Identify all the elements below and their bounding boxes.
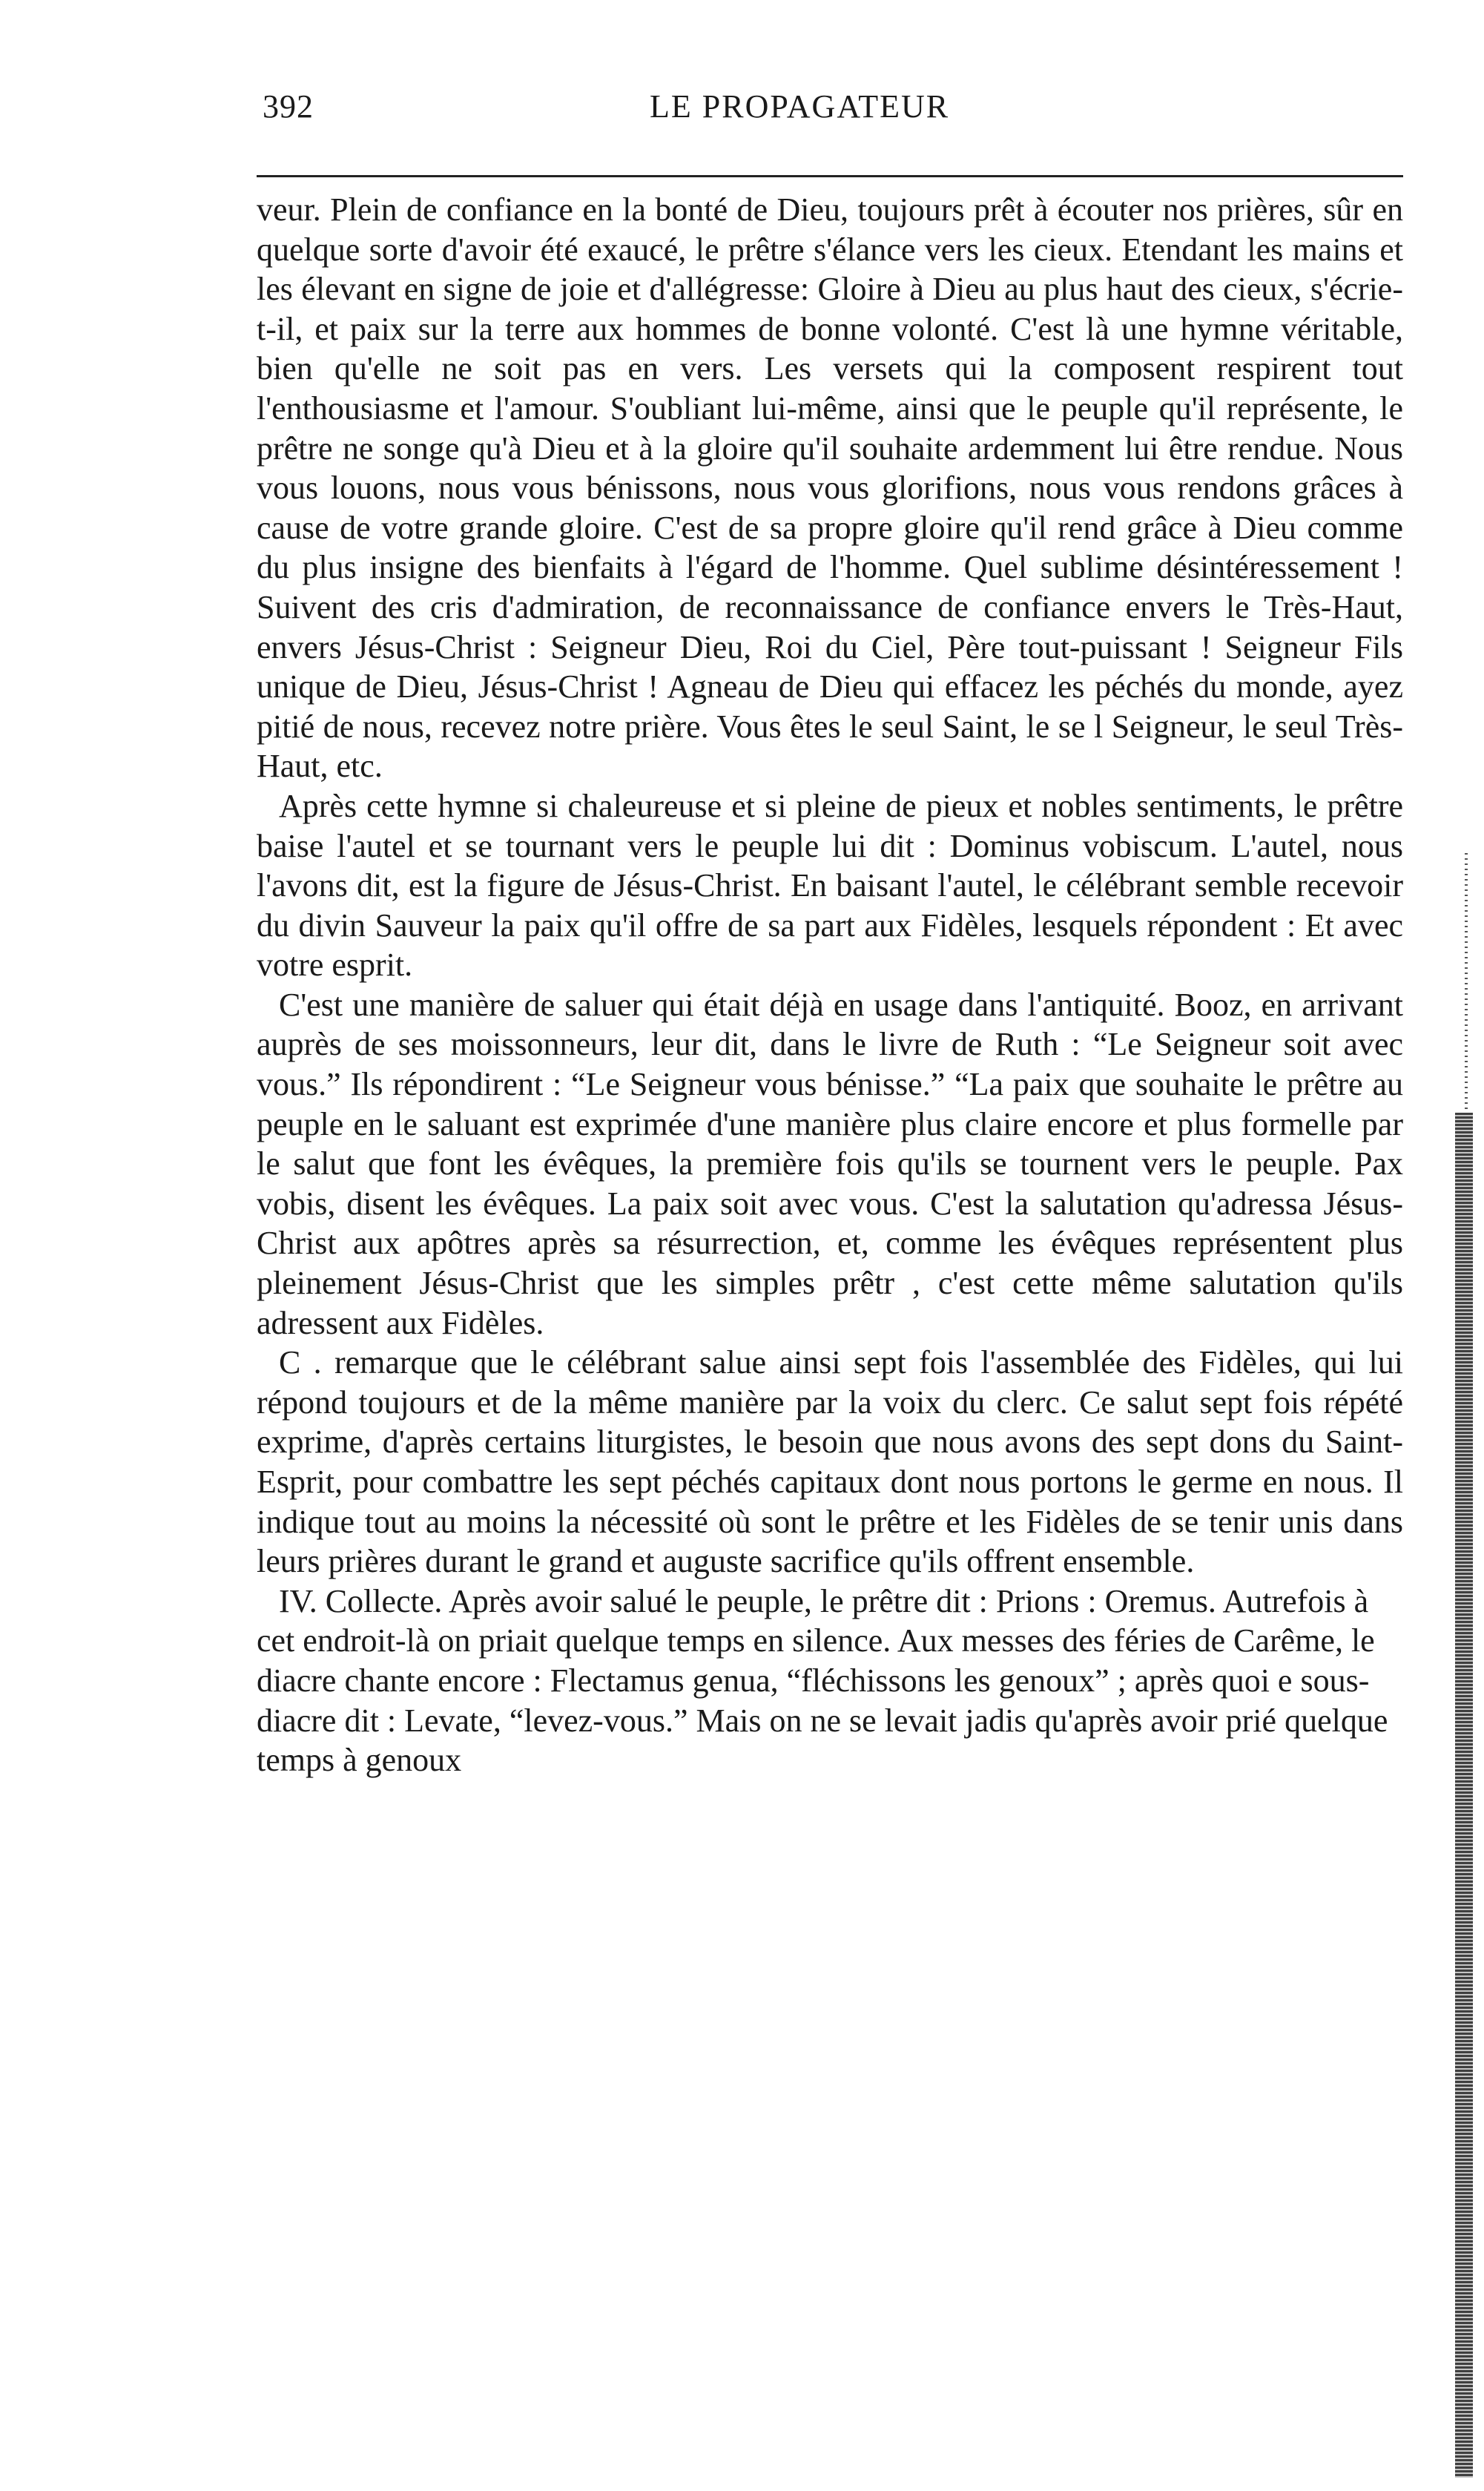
paragraph-collecte: IV. Collecte. Après avoir salué le peuple, le prêtre dit : Prions : Oremus. Autrefois à cet endroit-là on priait quelque temps en silence. Aux messes des féries de Carême, le diacre chante encore : Flectamus genua, “fléchissons les genoux” ; après quoi e sous-diacre dit : Levate, “levez-vous.” Mais on ne se levait jadis qu'après avoir prié quelque temps à genoux: [257, 1582, 1388, 1779]
page-number: 392: [263, 88, 314, 125]
page-header: [257, 88, 1403, 132]
paragraph-dominus-vobiscum: Après cette hymne si chaleureuse et si pleine de pieux et nobles sentiments, le prêtre baise l'autel et se tournant vers le peuple lui dit : Dominus vobiscum. L'autel, nous l'avons dit, est la figure de Jésus-Christ. En baisant l'autel, le célébrant semble recevoir du divin Sauveur la paix qu'il offre de sa part aux Fidèles, lesquels répondent : Et avec votre esprit.: [257, 787, 1403, 984]
body-text: [257, 190, 1403, 1780]
header-rule: [257, 175, 1403, 177]
paragraph-seven-salutations: C . remarque que le célébrant salue ainsi sept fois l'assemblée des Fidèles, qui lui répond toujours et de la même manière par la voix du clerc. Ce salut sept fois répété exprime, d'après certains liturgistes, le besoin que nous avons des sept dons du Saint-Esprit, pour combattre les sept péchés capitaux dont nous portons le germe en nous. Il indique tout au moins la nécessité où sont le prêtre et les Fidèles de se tenir unis dans leurs prières durant le grand et auguste sacrifice qu'ils offrent ensemble.: [257, 1344, 1403, 1580]
scan-edge-dots: [1465, 853, 1468, 1113]
scan-edge-shadow: [1455, 1113, 1473, 2478]
paragraph-salutation: C'est une manière de saluer qui était déjà en usage dans l'antiquité. Booz, en arrivant auprès de ses moissonneurs, leur dit, dans le livre de Ruth : “Le Seigneur soit avec vous.” Ils répondirent : “Le Seigneur vous bénisse.” “La paix que souhaite le prêtre au peuple en le saluant est exprimée d'une manière plus claire encore et plus formelle par le salut que font les évêques, la première fois qu'ils se tournent vers le peuple. Pax vobis, disent les évêques. La paix soit avec vous. C'est la salutation qu'adressa Jésus-Christ aux apôtres après sa résurrection, et, comme les évêques représentent plus pleinement Jésus-Christ que les simples prêtr , c'est cette même salutation qu'ils adressent aux Fidèles.: [257, 986, 1403, 1341]
paragraph-gloria: veur. Plein de confiance en la bonté de Dieu, toujours prêt à écouter nos prières, sûr en quelque sorte d'avoir été exaucé, le prêtre s'élance vers les cieux. Etendant les mains et les élevant en signe de joie et d'allégresse: Gloire à Dieu au plus haut des cieux, s'écrie-t-il, et paix sur la terre aux hommes de bonne volonté. C'est là une hymne véritable, bien qu'elle ne soit pas en vers. Les versets qui la composent respirent tout l'enthousiasme et l'amour. S'oubliant lui-même, ainsi que le peuple qu'il représente, le prêtre ne songe qu'à Dieu et à la gloire qu'il souhaite ardemment lui être rendue. Nous vous louons, nous vous bénissons, nous vous glorifions, nous vous rendons grâces à cause de votre grande gloire. C'est de sa propre gloire qu'il rend grâce à Dieu comme du plus insigne des bienfaits à l'égard de l'homme. Quel sublime désintéressement ! Suivent des cris d'admiration, de reconnaissance de confiance envers le Très-Haut, envers Jésus-Christ : Seigneur Dieu, Roi du Ciel, Père tout-puissant ! Seigneur Fils unique de Dieu, Jésus-Christ ! Agneau de Dieu qui effacez les péchés du monde, ayez pitié de nous, recevez notre prière. Vous êtes le seul Saint, le se l Seigneur, le seul Très-Haut, etc.: [257, 191, 1403, 785]
running-title: LE PROPAGATEUR: [650, 88, 950, 125]
